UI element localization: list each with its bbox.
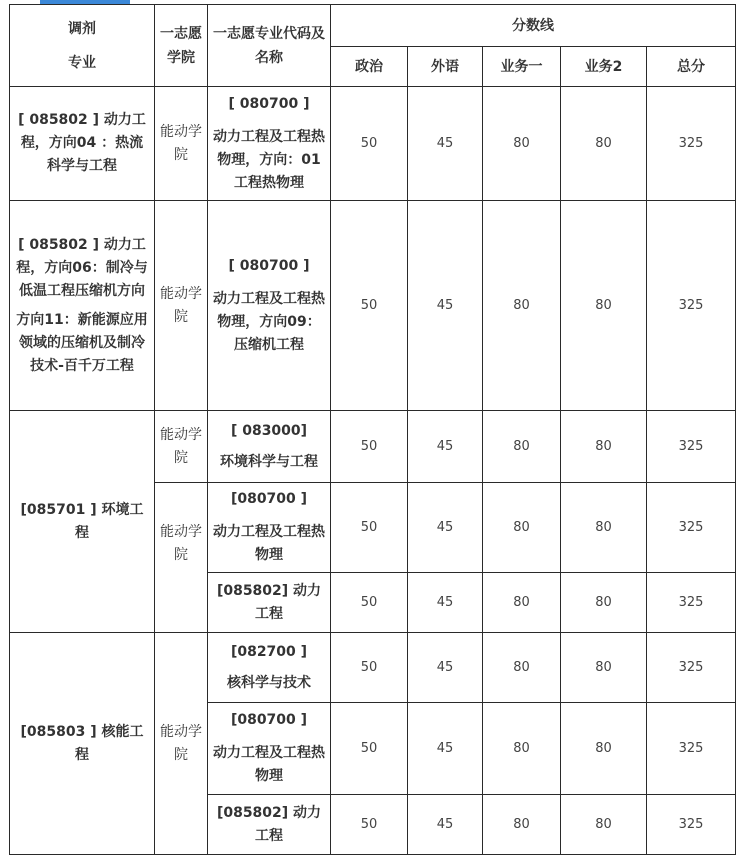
score-subject1: 80: [483, 795, 561, 855]
score-subject1: 80: [483, 411, 561, 483]
score-foreign: 45: [408, 795, 483, 855]
table-row: [10, 87, 736, 201]
adjust-major-line: [ 085802 ] 动力工程，方向06：制冷与低温工程压缩机方向: [16, 236, 148, 299]
code-name-cell: [085802] 动力工程: [208, 573, 331, 633]
score-subject2: 80: [561, 201, 647, 411]
score-politics: 50: [331, 703, 408, 795]
major-code: [ 080700 ]: [228, 95, 310, 112]
score-total: 325: [647, 87, 736, 201]
score-foreign: 45: [408, 573, 483, 633]
table-row: [10, 633, 736, 703]
adjust-major-cell: [085701 ] 环境工程: [10, 411, 155, 633]
score-politics: 50: [331, 201, 408, 411]
code-name-cell: [208, 703, 331, 795]
major-name: 动力工程及工程热物理，方向09：压缩机工程: [213, 290, 325, 353]
adjust-major-line: 方向11：新能源应用领域的压缩机及制冷技术-百千万工程: [16, 311, 148, 374]
score-foreign: 45: [408, 633, 483, 703]
score-politics: 50: [331, 87, 408, 201]
major-name: 核科学与技术: [227, 674, 311, 691]
score-total: 325: [647, 703, 736, 795]
score-subject2: 80: [561, 573, 647, 633]
score-total: 325: [647, 795, 736, 855]
score-subject1: 80: [483, 483, 561, 573]
header-major-line2: 专业: [68, 54, 96, 71]
major-name: 动力工程及工程热物理，方向：01工程热物理: [213, 128, 325, 191]
score-subject1: 80: [483, 201, 561, 411]
school-cell: 能动学院: [155, 483, 208, 633]
header-major-line1: 调剂: [68, 20, 96, 37]
header-code-name: 一志愿专业代码及名称: [208, 5, 331, 87]
school-cell: 能动学院: [155, 87, 208, 201]
score-subject1: 80: [483, 633, 561, 703]
score-total: 325: [647, 201, 736, 411]
header-score-group: 分数线: [331, 5, 736, 47]
score-foreign: 45: [408, 87, 483, 201]
major-name: 环境科学与工程: [220, 453, 318, 470]
table-row: [10, 411, 736, 483]
score-subject2: 80: [561, 633, 647, 703]
adjust-major-cell: [ 085802 ] 动力工程，方向04 ：热流科学与工程: [10, 87, 155, 201]
score-politics: 50: [331, 411, 408, 483]
major-code: [ 080700 ]: [228, 257, 310, 274]
school-cell: 能动学院: [155, 411, 208, 483]
score-politics: 50: [331, 795, 408, 855]
major-code: [ 083000]: [230, 422, 308, 439]
score-politics: 50: [331, 573, 408, 633]
header-foreign-language: 外语: [408, 47, 483, 87]
header-subject-2: 业务2: [561, 47, 647, 87]
score-foreign: 45: [408, 411, 483, 483]
score-politics: 50: [331, 483, 408, 573]
header-major: [10, 5, 155, 87]
code-name-cell: [208, 201, 331, 411]
code-name-cell: [085802] 动力工程: [208, 795, 331, 855]
score-total: 325: [647, 633, 736, 703]
table-row: [10, 201, 736, 411]
code-name-cell: [208, 411, 331, 483]
score-table: [9, 4, 736, 855]
code-name-cell: [208, 483, 331, 573]
score-subject1: 80: [483, 573, 561, 633]
score-politics: 50: [331, 633, 408, 703]
adjust-major-cell: [085803 ] 核能工程: [10, 633, 155, 855]
major-code: [082700 ]: [230, 643, 308, 660]
score-subject2: 80: [561, 795, 647, 855]
score-foreign: 45: [408, 483, 483, 573]
score-subject2: 80: [561, 411, 647, 483]
score-total: 325: [647, 483, 736, 573]
score-subject2: 80: [561, 483, 647, 573]
code-name-cell: [208, 633, 331, 703]
school-cell: 能动学院: [155, 633, 208, 855]
score-subject1: 80: [483, 87, 561, 201]
major-code: [080700 ]: [230, 712, 308, 728]
adjust-major-cell: [10, 201, 155, 411]
header-total: 总分: [647, 47, 736, 87]
score-subject1: 80: [483, 703, 561, 795]
score-foreign: 45: [408, 201, 483, 411]
school-cell: 能动学院: [155, 201, 208, 411]
score-foreign: 45: [408, 703, 483, 795]
major-code: [080700 ]: [230, 491, 308, 507]
major-name: 动力工程及工程热物理: [213, 524, 325, 563]
score-total: 325: [647, 573, 736, 633]
major-name: 动力工程及工程热物理: [213, 745, 325, 784]
score-subject2: 80: [561, 703, 647, 795]
header-subject-1: 业务一: [483, 47, 561, 87]
score-subject2: 80: [561, 87, 647, 201]
header-school: 一志愿学院: [155, 5, 208, 87]
header-politics: 政治: [331, 47, 408, 87]
code-name-cell: [208, 87, 331, 201]
score-total: 325: [647, 411, 736, 483]
